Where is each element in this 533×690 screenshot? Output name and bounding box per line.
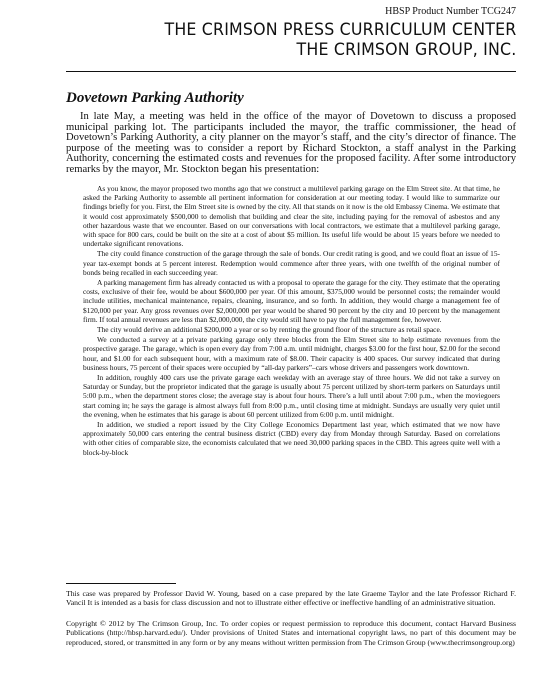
presentation-paragraph: A parking management firm has already contacted us with a proposal to operate the garage for the city. They estimate that the operating costs, exclusive of their fee, would be about $600,000 per year. Of this amount, $375,000 would be personnel costs; the remainder would include utilities, mechanical maintenance, repairs, cleaning, insurance, and so forth. In addition, they would charge a management fee of $120,000 per year. Any gross revenues over $2,000,000 per year would be shared 90 percent by the city and 10 percent by the management firm. If total annual revenues are less than $2,000,000, the city would still have to pay the full management fee, however.	[83, 278, 500, 324]
presentation-paragraph: As you know, the mayor proposed two months ago that we construct a multilevel parking garage on the Elm Street site. At that time, he asked the Parking Authority to assemble all pertinent information for consideration at our meeting today. I would like to summarize our findings briefly for you. First, the Elm Street site is owned by the city. All that stands on it now is the old Embassy Cinema. We estimate that it would cost approximately $500,000 to demolish that building and clear the site, including paying for the removal of asbestos and any other hazardous waste that we encounter. Based on our conversations with local contractors, we estimate that a multilevel parking garage, with space for 800 cars, could be built on the site at a cost of about $5 million. Its useful life would be about 15 years before we needed to undertake significant renovations.	[83, 184, 500, 249]
case-title: Dovetown Parking Authority	[66, 90, 244, 106]
copyright-note: Copyright © 2012 by The Crimson Group, Inc. To order copies or request permission to reproduce this document, contact Harvard Business Publications (http://hbsp.harvard.edu/). Under provisions of United States and international copyright laws, no part of this document may be reproduced, stored, or transmitted in any form or by any means without written permission from The Crimson Group (www.thecrimsongroup.org)	[66, 619, 516, 647]
presentation-paragraph: In addition, we studied a report issued by the City College Economics Department last year, which estimated that we now have approximately 50,000 cars entering the central business district (CBD) every day from Monday through Saturday. Based on correlations with other cities of comparable size, the economists calculated that we need 30,000 parking spaces in the CBD. This agrees quite well with a block-by-block	[83, 420, 500, 457]
header-rule	[66, 71, 516, 72]
presentation-paragraph: The city would derive an additional $200,000 a year or so by renting the ground floor of the structure as retail space.	[97, 325, 442, 335]
presentation-paragraph: We conducted a survey at a private parking garage only three blocks from the Elm Street site to help estimate revenues from the prospective garage. The garage, which is open every day from 7:00 a.m. until midnight, charges $3.00 for the first hour, $2.00 for the second hour, and $1.00 for each subsequent hour, with a maximum rate of $8.00. Their capacity is 400 spaces. Our survey indicated that during business hours, 75 percent of their spaces were occupied by “all-day parkers”–cars whose drivers and passengers work downtown.	[83, 335, 500, 372]
intro-paragraph: In late May, a meeting was held in the office of the mayor of Dovetown to discuss a proposed municipal parking lot. The participants included the mayor, the traffic commissioner, the head of Dovetown’s Parking Authority, a city planner on the mayor’s staff, and the city’s director of finance. The purpose of the meeting was to consider a report by Richard Stockton, a staff analyst in the Parking Authority, concerning the estimated costs and revenues for the proposed facility. After some introductory remarks by the mayor, Mr. Stockton began his presentation:	[66, 111, 516, 175]
center-name: THE CRIMSON PRESS CURRICULUM CENTER	[164, 20, 516, 40]
footnote-rule	[66, 583, 176, 584]
presentation-paragraph: The city could finance construction of the garage through the sale of bonds. Our credit rating is good, and we could float an issue of 15-year tax-exempt bonds at 5 percent interest. Redemption would commence after three years, with one twelfth of the original number of bonds being recalled in each succeeding year.	[83, 249, 500, 277]
product-number: HBSP Product Number TCG247	[385, 6, 516, 17]
group-name: THE CRIMSON GROUP, INC.	[296, 40, 516, 60]
presentation-block	[83, 184, 500, 458]
presentation-paragraph: In addition, roughly 400 cars use the private garage each weekday with an average stay of three hours. We did not take a survey on Saturday or Sunday, but the proprietor indicated that the garage is usually about 75 percent utilized by short-term parkers on Saturdays until 5:00 p.m., when the department stores close; the average stay is about four hours. There’s a lull until about 7:00 p.m., when the moviegoers start coming in; he says the garage is almost always full from 8:00 p.m., until closing time at midnight. Sundays are usually very quiet until the evening, when he estimates that his garage is about 60 percent utilized from 6:00 p.m. until midnight.	[83, 373, 500, 419]
preparation-note: This case was prepared by Professor David W. Young, based on a case prepared by the late Graeme Taylor and the late Professor Richard F. Vancil It is intended as a basis for class discussion and not to illustrate either effective or ineffective handling of an administrative situation.	[66, 589, 516, 608]
